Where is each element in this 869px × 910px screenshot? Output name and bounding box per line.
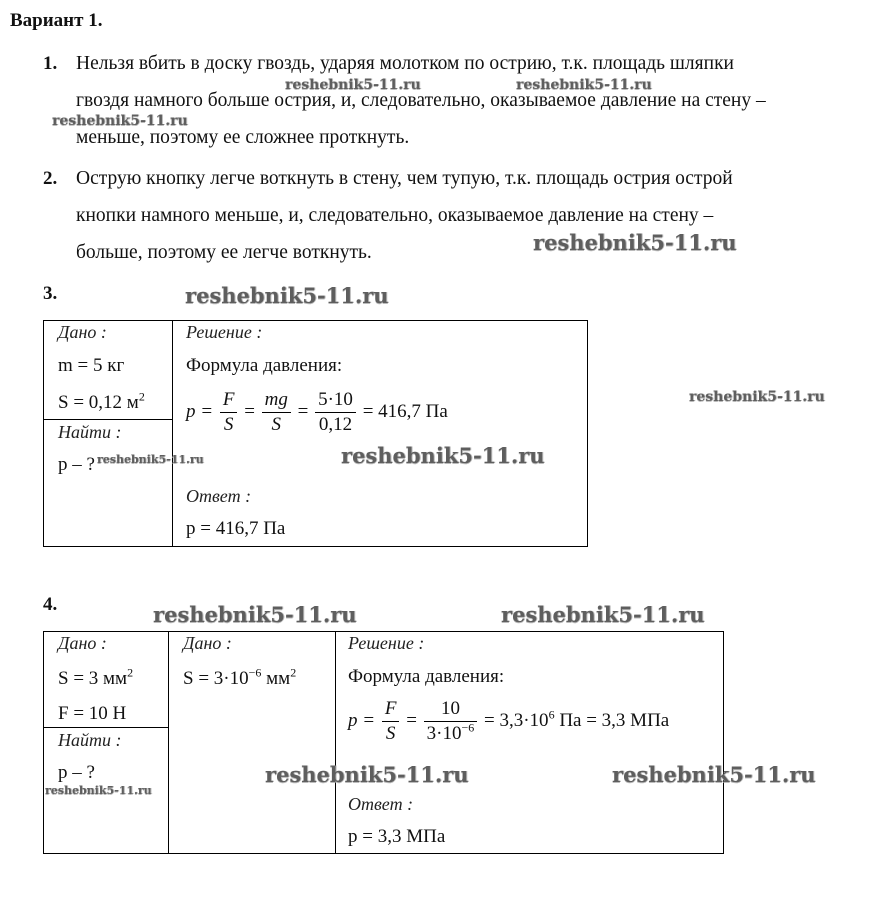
task-3-given-label: Дано : [58,322,107,342]
task-3-answer: p = 416,7 Па [186,518,286,539]
task-3-divider [172,320,173,547]
task-4-given-area: S = 3 $мм^2$ [58,665,134,689]
item-1-line-2: гвоздя намного больше острия, и, следовательно, оказываемое давление на стену – [76,90,766,111]
task-4-frac-2-num: 10 [424,697,478,722]
item-1-line-1: Нельзя вбить в доску гвоздь, ударяя молотком по острию, т.к. площадь шляпки [76,53,734,74]
task-4-eq-result-tail: Па = 3,3 МПа [554,709,670,731]
task-4-formula-label: Формула давления: [348,666,505,687]
watermark: reshebnik5-11.ru [516,77,652,93]
task-4-solution-label: Решение : [348,633,425,653]
item-2-line-3: больше, поэтому ее легче воткнуть. [76,242,372,263]
item-1-line-3: меньше, поэтому ее сложнее проткнуть. [76,127,410,148]
task-4-eq-result-exp: 6 [548,707,555,722]
task-4-find-label: Найти : [58,730,122,750]
watermark: reshebnik5-11.ru [153,602,357,627]
task-4-given-force: F = 10 Н [58,703,127,724]
task-4-frac-2-den [424,722,478,746]
task-4-given-label: Дано : [58,633,107,653]
item-1-number: 1. [43,53,58,74]
task-3-frac-1 [220,388,238,437]
item-2-number: 2. [43,168,58,189]
task-3-given-divider [43,419,172,420]
watermark: reshebnik5-11.ru [265,762,469,787]
watermark: reshebnik5-11.ru [689,389,825,405]
watermark: reshebnik5-11.ru [533,230,737,255]
task-3-formula-label: Формула давления: [186,355,343,376]
watermark: reshebnik5-11.ru [52,113,188,129]
task-4-frac-2-den-base: 3·10 [426,723,462,744]
watermark: reshebnik5-11.ru [501,602,705,627]
task-4-si-label: Дано : [183,633,232,653]
task-3-frac-3-num: 5·10 [315,388,356,413]
task-3-eq-lhs: p = [186,400,214,422]
task-4-frac-2 [424,697,478,746]
task-4-divider-2 [335,631,336,854]
task-3-frac-2 [262,388,291,437]
item-2-line-2: кнопки намного меньше, и, следовательно, оказываемое давление на стену – [76,205,714,226]
task-3-frac-2-den: S [271,414,282,435]
task-3-number: 3. [43,283,58,304]
task-4-eq-result: = 3,3·10 [484,709,549,731]
task-3-given-mass-text: m = 5 кг [58,355,125,376]
task-3-given-area-text: S = 0,12 м [58,392,139,413]
task-3-frac-2-num: mg [262,388,291,413]
task-3-frac-3-den: 0,12 [318,414,353,435]
task-3-answer-label: Ответ : [186,486,252,506]
task-3-eq-result: = 416,7 Па [362,400,448,422]
task-3-find-label: Найти : [58,422,122,442]
watermark: reshebnik5-11.ru [612,762,816,787]
item-1-text [76,45,766,156]
task-4-given-area-text: S = 3 мм [58,668,128,689]
task-4-si-exp: −6 [248,665,262,680]
task-4-frac-1 [382,697,400,746]
task-3-equation: p = $\frac{F}{S}$ = $\frac{mg}{S}$ = $\frac{5\cdot 10}{0,12}$ = 416,7 Па [186,389,448,435]
task-4-number: 4. [43,594,58,615]
watermark: reshebnik5-11.ru [97,453,204,466]
watermark: reshebnik5-11.ru [285,77,421,93]
task-4-si-value: S = 3·10 [183,668,249,689]
item-2-line-1: Острую кнопку легче воткнуть в стену, чем тупую, т.к. площадь острия острой [76,168,733,189]
task-4-answer: p = 3,3 МПа [348,826,446,847]
task-4-frac-1-den: S [385,723,396,744]
watermark: reshebnik5-11.ru [341,443,545,468]
task-3-given-mass [58,355,124,377]
task-3-find-value: p – ? [58,454,95,475]
page-title: Вариант 1. [10,10,103,31]
task-4-answer-label: Ответ : [348,794,414,814]
task-4-divider-1 [168,631,169,854]
task-3-frac-3 [315,388,356,437]
watermark: reshebnik5-11.ru [185,283,389,308]
task-4-eq-lhs: p = [348,709,376,731]
task-4-find-value: p – ? [58,762,95,783]
task-4-frac-2-den-exp: −6 [461,720,475,735]
task-4-si-unit: мм [261,668,291,689]
task-3-solution-label: Решение : [186,322,263,342]
task-3-frac-1-num: F [220,388,238,413]
task-4-frac-1-num: F [382,697,400,722]
task-4-equation: p = $\frac{F}{S}$ = $\frac{10}{3\cdot 10^{-6}}$ = $3,3\cdot 10^6$ Па = 3,3 МПа [348,698,670,744]
task-3-given-area: S = 0,12 $м^2$ [58,389,145,413]
task-4-si-area: $S = 3\cdot 10^{-6}$ $мм^2$ [183,665,297,689]
watermark: reshebnik5-11.ru [45,784,152,797]
task-4-given-divider [43,727,168,728]
task-3-frac-1-den: S [223,414,234,435]
